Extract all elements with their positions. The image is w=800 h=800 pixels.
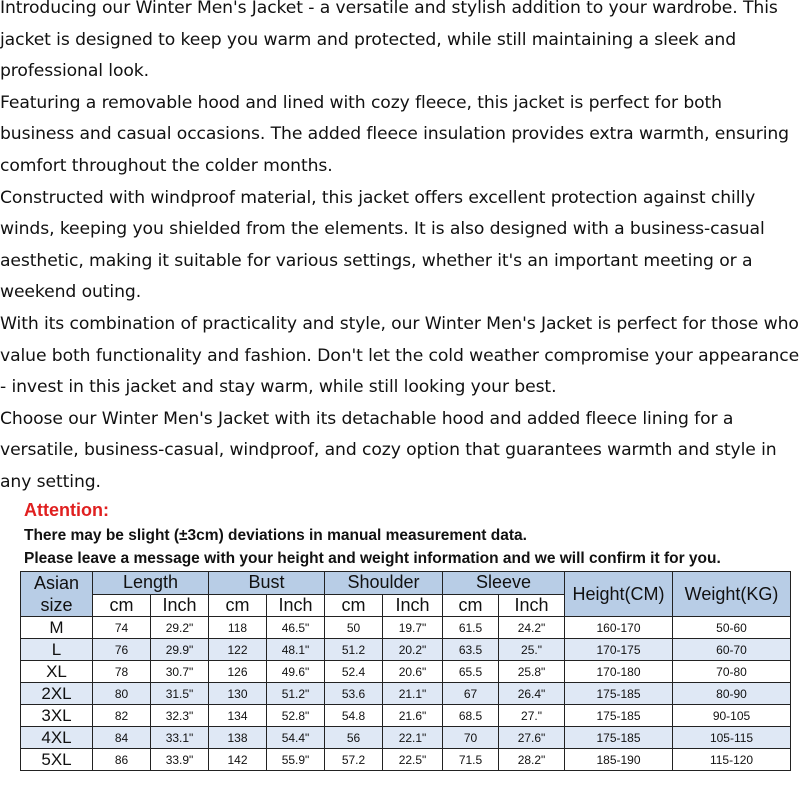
sleeve-inch-cell: 25." (499, 639, 565, 661)
size-cell: 3XL (21, 705, 93, 727)
sleeve-inch-cell: 25.8" (499, 661, 565, 683)
bust-cm-cell: 130 (209, 683, 267, 705)
bust-cm-cell: 118 (209, 617, 267, 639)
size-cell: 2XL (21, 683, 93, 705)
shoulder-inch-cell: 20.6" (383, 661, 443, 683)
sleeve-cm-cell: 63.5 (443, 639, 499, 661)
subheader-inch: Inch (383, 594, 443, 617)
length-cm-cell: 84 (93, 727, 151, 749)
header-weight: Weight(KG) (673, 572, 791, 617)
shoulder-cm-cell: 50 (325, 617, 383, 639)
length-cm-cell: 86 (93, 749, 151, 771)
table-row (21, 639, 791, 661)
bust-inch-cell: 51.2" (267, 683, 325, 705)
bust-inch-cell: 48.1" (267, 639, 325, 661)
sleeve-cm-cell: 70 (443, 727, 499, 749)
table-row (21, 683, 791, 705)
bust-inch-cell: 52.8" (267, 705, 325, 727)
sleeve-inch-cell: 27.6" (499, 727, 565, 749)
size-cell: 4XL (21, 727, 93, 749)
shoulder-cm-cell: 53.6 (325, 683, 383, 705)
weight-cell: 115-120 (673, 749, 791, 771)
bust-cm-cell: 122 (209, 639, 267, 661)
shoulder-inch-cell: 19.7" (383, 617, 443, 639)
sleeve-cm-cell: 68.5 (443, 705, 499, 727)
sleeve-inch-cell: 26.4" (499, 683, 565, 705)
table-row (21, 617, 791, 639)
table-row (21, 705, 791, 727)
shoulder-cm-cell: 52.4 (325, 661, 383, 683)
height-cell: 170-175 (565, 639, 673, 661)
header-shoulder: Shoulder (325, 572, 443, 595)
size-cell: 5XL (21, 749, 93, 771)
height-cell: 170-180 (565, 661, 673, 683)
description-paragraph: Introducing our Winter Men's Jacket - a versatile and stylish addition to your wardrobe. This jacket is designed to keep you warm and protected, while still maintaining a sleek and professional look. (0, 0, 778, 82)
weight-cell: 50-60 (673, 617, 791, 639)
description-paragraph: Featuring a removable hood and lined with cozy fleece, this jacket is perfect for both business and casual occasions. The added fleece insulation provides extra warmth, ensuring comfort throughout the colder months. (0, 92, 789, 176)
sleeve-inch-cell: 27." (499, 705, 565, 727)
weight-cell: 90-105 (673, 705, 791, 727)
height-cell: 175-185 (565, 727, 673, 749)
shoulder-inch-cell: 22.1" (383, 727, 443, 749)
height-cell: 175-185 (565, 683, 673, 705)
header-length: Length (93, 572, 209, 595)
subheader-cm: cm (93, 594, 151, 617)
bust-cm-cell: 134 (209, 705, 267, 727)
subheader-inch: Inch (267, 594, 325, 617)
shoulder-cm-cell: 57.2 (325, 749, 383, 771)
description-paragraph: Constructed with windproof material, this jacket offers excellent protection against chilly winds, keeping you shielded from the elements. It is also designed with a business-casual aesthetic, making it suitable for various settings, whether it's an important meeting or a weekend outing. (0, 187, 765, 303)
shoulder-cm-cell: 51.2 (325, 639, 383, 661)
subheader-inch: Inch (499, 594, 565, 617)
subheader-cm: cm (209, 594, 267, 617)
shoulder-cm-cell: 56 (325, 727, 383, 749)
weight-cell: 105-115 (673, 727, 791, 749)
contact-note: Please leave a message with your height and weight information and we will confirm it for you. (24, 550, 721, 567)
attention-title: Attention: (24, 500, 109, 520)
bust-inch-cell: 46.5" (267, 617, 325, 639)
bust-inch-cell: 55.9" (267, 749, 325, 771)
length-inch-cell: 33.1" (151, 727, 209, 749)
size-cell: M (21, 617, 93, 639)
table-row (21, 661, 791, 683)
header-sleeve: Sleeve (443, 572, 565, 595)
size-cell: XL (21, 661, 93, 683)
size-cell: L (21, 639, 93, 661)
sleeve-inch-cell: 28.2" (499, 749, 565, 771)
shoulder-inch-cell: 21.6" (383, 705, 443, 727)
sleeve-cm-cell: 71.5 (443, 749, 499, 771)
subheader-inch: Inch (151, 594, 209, 617)
length-cm-cell: 82 (93, 705, 151, 727)
shoulder-inch-cell: 22.5" (383, 749, 443, 771)
description-paragraph: Choose our Winter Men's Jacket with its detachable hood and added fleece lining for a versatile, business-casual, windproof, and cozy option that guarantees warmth and style in any setting. (0, 408, 777, 492)
height-cell: 185-190 (565, 749, 673, 771)
length-inch-cell: 33.9" (151, 749, 209, 771)
sleeve-inch-cell: 24.2" (499, 617, 565, 639)
table-row (21, 727, 791, 749)
sleeve-cm-cell: 65.5 (443, 661, 499, 683)
shoulder-inch-cell: 21.1" (383, 683, 443, 705)
weight-cell: 60-70 (673, 639, 791, 661)
subheader-cm: cm (443, 594, 499, 617)
shoulder-inch-cell: 20.2" (383, 639, 443, 661)
weight-cell: 70-80 (673, 661, 791, 683)
header-asian-size: Asian size (21, 572, 93, 617)
length-cm-cell: 76 (93, 639, 151, 661)
table-header-row (21, 572, 791, 595)
description-paragraph: With its combination of practicality and style, our Winter Men's Jacket is perfect for those who value both functionality and fashion. Don't let the cold weather compromise your appearance - invest in this jacket and stay warm, while still looking your best. (0, 313, 800, 398)
bust-cm-cell: 126 (209, 661, 267, 683)
length-inch-cell: 32.3" (151, 705, 209, 727)
height-cell: 175-185 (565, 705, 673, 727)
header-height: Height(CM) (565, 572, 673, 617)
bust-cm-cell: 138 (209, 727, 267, 749)
header-bust: Bust (209, 572, 325, 595)
shoulder-cm-cell: 54.8 (325, 705, 383, 727)
sleeve-cm-cell: 67 (443, 683, 499, 705)
subheader-cm: cm (325, 594, 383, 617)
table-row (21, 749, 791, 771)
sleeve-cm-cell: 61.5 (443, 617, 499, 639)
bust-inch-cell: 54.4" (267, 727, 325, 749)
length-cm-cell: 74 (93, 617, 151, 639)
size-chart-table (20, 571, 791, 771)
length-cm-cell: 80 (93, 683, 151, 705)
weight-cell: 80-90 (673, 683, 791, 705)
height-cell: 160-170 (565, 617, 673, 639)
length-inch-cell: 30.7" (151, 661, 209, 683)
length-inch-cell: 29.2" (151, 617, 209, 639)
length-inch-cell: 31.5" (151, 683, 209, 705)
measurement-note: There may be slight (±3cm) deviations in manual measurement data. (24, 527, 527, 544)
bust-cm-cell: 142 (209, 749, 267, 771)
length-cm-cell: 78 (93, 661, 151, 683)
length-inch-cell: 29.9" (151, 639, 209, 661)
bust-inch-cell: 49.6" (267, 661, 325, 683)
